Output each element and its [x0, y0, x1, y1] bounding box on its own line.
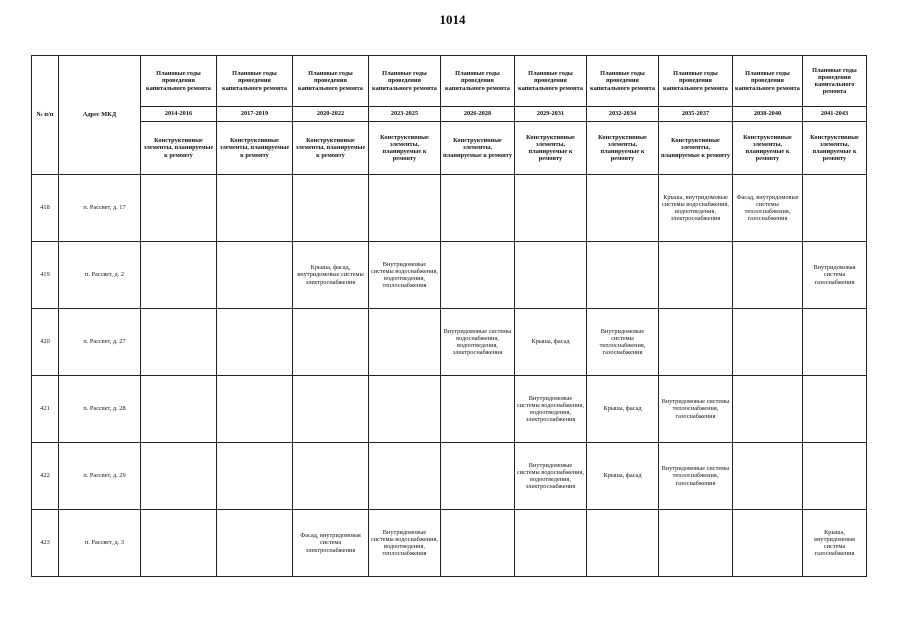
capital-repair-table [31, 55, 867, 577]
row-address: п. Рассвет, д. 17 [59, 175, 141, 242]
table-row [32, 510, 867, 577]
header-period-title: Плановые годы проведения капитального ремонта [217, 56, 293, 107]
repair-elements-cell [217, 510, 293, 577]
table-body [32, 175, 867, 577]
repair-elements-cell: Фасад, внутридомовая система электроснабжения [293, 510, 369, 577]
repair-elements-cell [441, 175, 515, 242]
repair-elements-cell: Внутридомовые системы водоснабжения, водоотведения, теплоснабжения [369, 510, 441, 577]
repair-elements-cell: Крыша, фасад [587, 443, 659, 510]
header-period-elements: Конструктивные элементы, планируемые к ремонту [441, 122, 515, 175]
header-period-years: 2029-2031 [515, 107, 587, 122]
header-period-years: 2041-2043 [803, 107, 867, 122]
row-number: 420 [32, 309, 59, 376]
header-period-title: Плановые годы проведения капитального ремонта [515, 56, 587, 107]
repair-elements-cell [441, 376, 515, 443]
repair-elements-cell [217, 376, 293, 443]
page-number: 1014 [439, 12, 466, 27]
repair-elements-cell [293, 309, 369, 376]
header-row-years [32, 107, 867, 122]
header-num: № п/п [32, 56, 59, 175]
repair-elements-cell [369, 376, 441, 443]
repair-elements-cell [587, 510, 659, 577]
repair-elements-cell: Внутридомовая система газоснабжения [803, 242, 867, 309]
repair-elements-cell [659, 242, 733, 309]
header-period-years: 2020-2022 [293, 107, 369, 122]
row-address: п. Рассвет, д. 2 [59, 242, 141, 309]
repair-elements-cell [141, 443, 217, 510]
table-row [32, 242, 867, 309]
repair-elements-cell: Внутридомовые системы водоснабжения, водоотведения, электроснабжения [515, 376, 587, 443]
header-period-years: 2014-2016 [141, 107, 217, 122]
repair-elements-cell [733, 242, 803, 309]
repair-elements-cell: Внутридомовые системы водоснабжения, водоотведения, теплоснабжения [369, 242, 441, 309]
repair-elements-cell [217, 443, 293, 510]
repair-elements-cell [515, 242, 587, 309]
header-period-title: Плановые годы проведения капитального ремонта [441, 56, 515, 107]
header-period-elements: Конструктивные элементы, планируемые к ремонту [587, 122, 659, 175]
repair-elements-cell [141, 175, 217, 242]
repair-elements-cell [293, 175, 369, 242]
header-period-title: Плановые годы проведения капитального ремонта [733, 56, 803, 107]
repair-elements-cell [587, 175, 659, 242]
header-period-elements: Конструктивные элементы, планируемые к ремонту [803, 122, 867, 175]
repair-elements-cell [515, 175, 587, 242]
repair-elements-cell [141, 376, 217, 443]
header-period-elements: Конструктивные элементы, планируемые к ремонту [659, 122, 733, 175]
header-period-title: Плановые годы проведения капитального ремонта [369, 56, 441, 107]
repair-elements-cell [803, 376, 867, 443]
repair-elements-cell [217, 175, 293, 242]
repair-elements-cell [217, 242, 293, 309]
repair-elements-cell: Внутридомовые системы водоснабжения, водоотведения, электроснабжения [515, 443, 587, 510]
repair-elements-cell [515, 510, 587, 577]
repair-elements-cell [293, 443, 369, 510]
repair-elements-cell [141, 242, 217, 309]
row-number: 419 [32, 242, 59, 309]
repair-elements-cell [659, 510, 733, 577]
repair-elements-cell: Внутридомовые системы теплоснабжения, газоснабжения [587, 309, 659, 376]
repair-elements-cell [441, 510, 515, 577]
table-row [32, 309, 867, 376]
header-period-title: Плановые годы проведения капитального ремонта [587, 56, 659, 107]
header-period-years: 2017-2019 [217, 107, 293, 122]
repair-elements-cell [659, 309, 733, 376]
repair-elements-cell: Внутридомовые системы водоснабжения, водоотведения, электроснабжения [441, 309, 515, 376]
header-period-years: 2038-2040 [733, 107, 803, 122]
table-row [32, 443, 867, 510]
row-address: п. Рассвет, д. 29 [59, 443, 141, 510]
repair-elements-cell [369, 443, 441, 510]
repair-elements-cell [733, 376, 803, 443]
repair-elements-cell [587, 242, 659, 309]
header-row-titles [32, 56, 867, 107]
repair-elements-cell [803, 175, 867, 242]
header-period-elements: Конструктивные элементы, планируемые к ремонту [217, 122, 293, 175]
header-address: Адрес МКД [59, 56, 141, 175]
header-row-elements [32, 122, 867, 175]
repair-elements-cell [733, 510, 803, 577]
repair-elements-cell [441, 443, 515, 510]
repair-elements-cell: Внутридомовые системы теплоснабжения, газоснабжения [659, 376, 733, 443]
repair-elements-cell [141, 510, 217, 577]
header-period-title: Плановые годы проведения капитального ремонта [141, 56, 217, 107]
table-row [32, 376, 867, 443]
header-period-years: 2026-2028 [441, 107, 515, 122]
row-address: п. Рассвет, д. 28 [59, 376, 141, 443]
repair-elements-cell [369, 175, 441, 242]
repair-elements-cell [141, 309, 217, 376]
row-address: п. Рассвет, д. 3 [59, 510, 141, 577]
repair-elements-cell [441, 242, 515, 309]
row-number: 421 [32, 376, 59, 443]
header-period-elements: Конструктивные элементы, планируемые к ремонту [369, 122, 441, 175]
row-number: 423 [32, 510, 59, 577]
repair-elements-cell: Крыша, фасад [515, 309, 587, 376]
header-period-elements: Конструктивные элементы, планируемые к ремонту [293, 122, 369, 175]
row-address: п. Рассвет, д. 27 [59, 309, 141, 376]
header-period-elements: Конструктивные элементы, планируемые к ремонту [141, 122, 217, 175]
table-header [32, 56, 867, 175]
repair-elements-cell [293, 376, 369, 443]
repair-elements-cell [803, 443, 867, 510]
row-number: 422 [32, 443, 59, 510]
repair-elements-cell: Крыша, внутридомовая система газоснабжения [803, 510, 867, 577]
table-row [32, 175, 867, 242]
repair-elements-cell: Фасад, внутридомовые системы теплоснабжения, газоснабжения [733, 175, 803, 242]
repair-elements-cell: Крыша, фасад, внутридомовые системы электроснабжения [293, 242, 369, 309]
repair-elements-cell: Крыша, внутридомовые системы водоснабжения, водоотведения, электроснабжения [659, 175, 733, 242]
repair-elements-cell: Крыша, фасад [587, 376, 659, 443]
header-period-years: 2023-2025 [369, 107, 441, 122]
header-period-title: Плановые годы проведения капитального ремонта [803, 56, 867, 107]
repair-elements-cell [217, 309, 293, 376]
repair-elements-cell [369, 309, 441, 376]
header-period-elements: Конструктивные элементы, планируемые к ремонту [733, 122, 803, 175]
header-period-years: 2035-2037 [659, 107, 733, 122]
repair-elements-cell [733, 443, 803, 510]
header-period-title: Плановые годы проведения капитального ремонта [293, 56, 369, 107]
repair-elements-cell: Внутридомовые системы теплоснабжения, газоснабжения [659, 443, 733, 510]
row-number: 418 [32, 175, 59, 242]
header-period-elements: Конструктивные элементы, планируемые к ремонту [515, 122, 587, 175]
header-period-title: Плановые годы проведения капитального ремонта [659, 56, 733, 107]
repair-elements-cell [803, 309, 867, 376]
repair-elements-cell [733, 309, 803, 376]
header-period-years: 2032-2034 [587, 107, 659, 122]
